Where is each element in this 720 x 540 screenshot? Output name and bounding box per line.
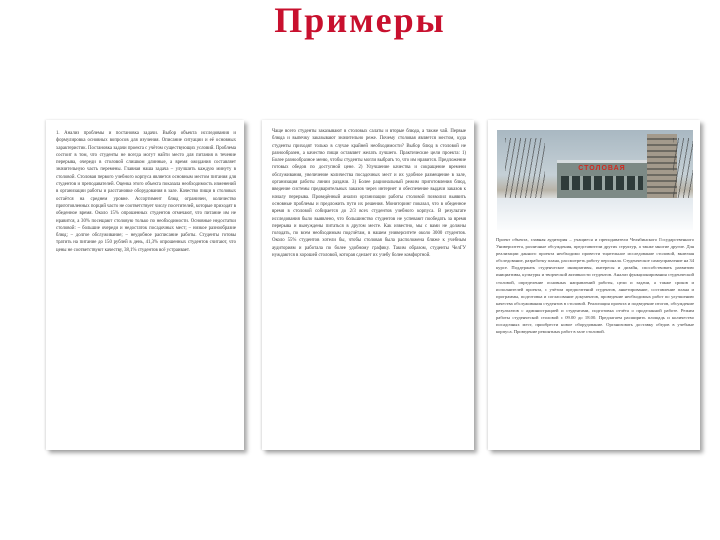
building-windows [561, 176, 643, 190]
slide-title: Примеры [274, 0, 446, 40]
cafeteria-sign: СТОЛОВАЯ [578, 165, 626, 172]
tree-image [505, 138, 545, 200]
document-page-1[interactable] [46, 120, 244, 450]
document-text: 1. Анализ проблемы и постановка задачи. Выбор объекта исследования и формулировка основных вопросов для изучения. Описание ситуации и её основных характеристик. Постановка задачи проекта с учётом существующих условий. Проблема состоит в том, что студенты не всегда могут найти место для питания в течение перерыва, очереди в столовой слишком длинные, а время ожидания составляет значительную часть перемены. Главная наша задача – улучшить каждую минуту в столовой. Столовая первого учебного корпуса является основным местом питания для студентов и преподавателей. Оценка этого объекта показала необходимость изменений в организации работы и расстановке оборудования в зале. Качество пищи в столовых остаётся на среднем уровне. Ассортимент блюд ограничен, количество приготовленных порций часто не соответствует числу посетителей, которые приходят в обеденное время. Около 15% опрошенных студентов отмечают, что питание им не нравится, а 30% посещают столовую только по необходимости. Основные недостатки столовой: – большие очереди и недостаток посадочных мест; – низкое разнообразие блюд; – долгое обслуживание; – неудобное расписание работы. Студенты готовы тратить на питание до 150 рублей в день, 41,3% опрошенных студентов считают, что цены не соответствуют качеству, 38,1% студентов всё устраивает. [56, 131, 236, 253]
document-page-3[interactable] [488, 120, 700, 450]
document-page-2[interactable] [262, 120, 474, 450]
tree-image [673, 138, 693, 200]
document-text: Чаще всего студенты заказывают в столовых салаты и вторые блюда, а также чай. Первые блюда и выпечку заказывают значительно реже. Почему столовая является местом, куда студенты приходят только в случае крайней необходимости? Выбор блюд в столовой не разнообразен, а качество пищи оставляет желать лучшего. Практические цели проекта: 1) Более разнообразное меню, чтобы студенты могли выбрать то, что им нравится. Предложение готовых обедов по доступной цене. 2) Улучшение качества и сокращение времени обслуживания, увеличение количества посадочных мест и их удобное размещение в зале, организация работы линии раздачи. 3) Более рациональный режим приготовления блюд, введение системы предварительных заказов через интернет и обеспечение выдачи заказов к началу перерыва. Проведённый анализ организации работы столовой позволил выявить основные проблемы и предложить пути их решения. Мониторинг показал, что в обеденное время в столовой собирается до 2/3 всех студентов учебного корпуса. В результате исследования было выявлено, что большинство студентов не успевают пообедать за время перерыва и вынуждены питаться в другом месте. Как известно, мы с вами не должны голодать, по всем необходимым подсчётам, в нашем университете около 3000 студентов. Около 55% студентов хотели бы, чтобы столовая была расположена ближе к учебным аудиториям и работала по более удобному графику. Таким образом, студенты ЧелГУ нуждаются в хорошей столовой, которая сделает их учебу более комфортной. [272, 129, 466, 259]
cafeteria-building-photo [497, 130, 693, 230]
document-text: Проект объекта, главная аудитория – учащиеся и преподаватели Челябинского Государственного Университета, различные обсуждения, представители других структур, а также многие другие. Для реализации данного проекта необходимо провести тщательное исследование столовой, включая обследование, разработку плана, рассмотреть работу персонала. Студенческое самоуправление на 34 курсе. Поддержать студенческое инициативы, интересы и дизайн, способствовать развитию инициативы, культуры и творческой активности студентов. Анализ функционирования студенческой столовой, определение основных направлений работы, цели и задачи, а также сроков и исполнителей проекта, с учётом предпочтений студентов, анкетирование, составление плана и программы, подготовка и согласование документов, проведение необходимых работ по улучшению качества обслуживания студентов в столовой. Реализация проекта и подведение итогов, обсуждение результатов с администрацией и студентами, подготовка отчёта о проделанной работе. Режим работы студенческой столовой с 09.00 до 18.00. Предлагаем расширить площадь и количество посадочных мест, приобрести новое оборудование. Организовать доставку обедов в учебные корпуса. Проведение ремонтных работ в зале столовой. [496, 237, 694, 335]
snow-ground [497, 198, 693, 230]
